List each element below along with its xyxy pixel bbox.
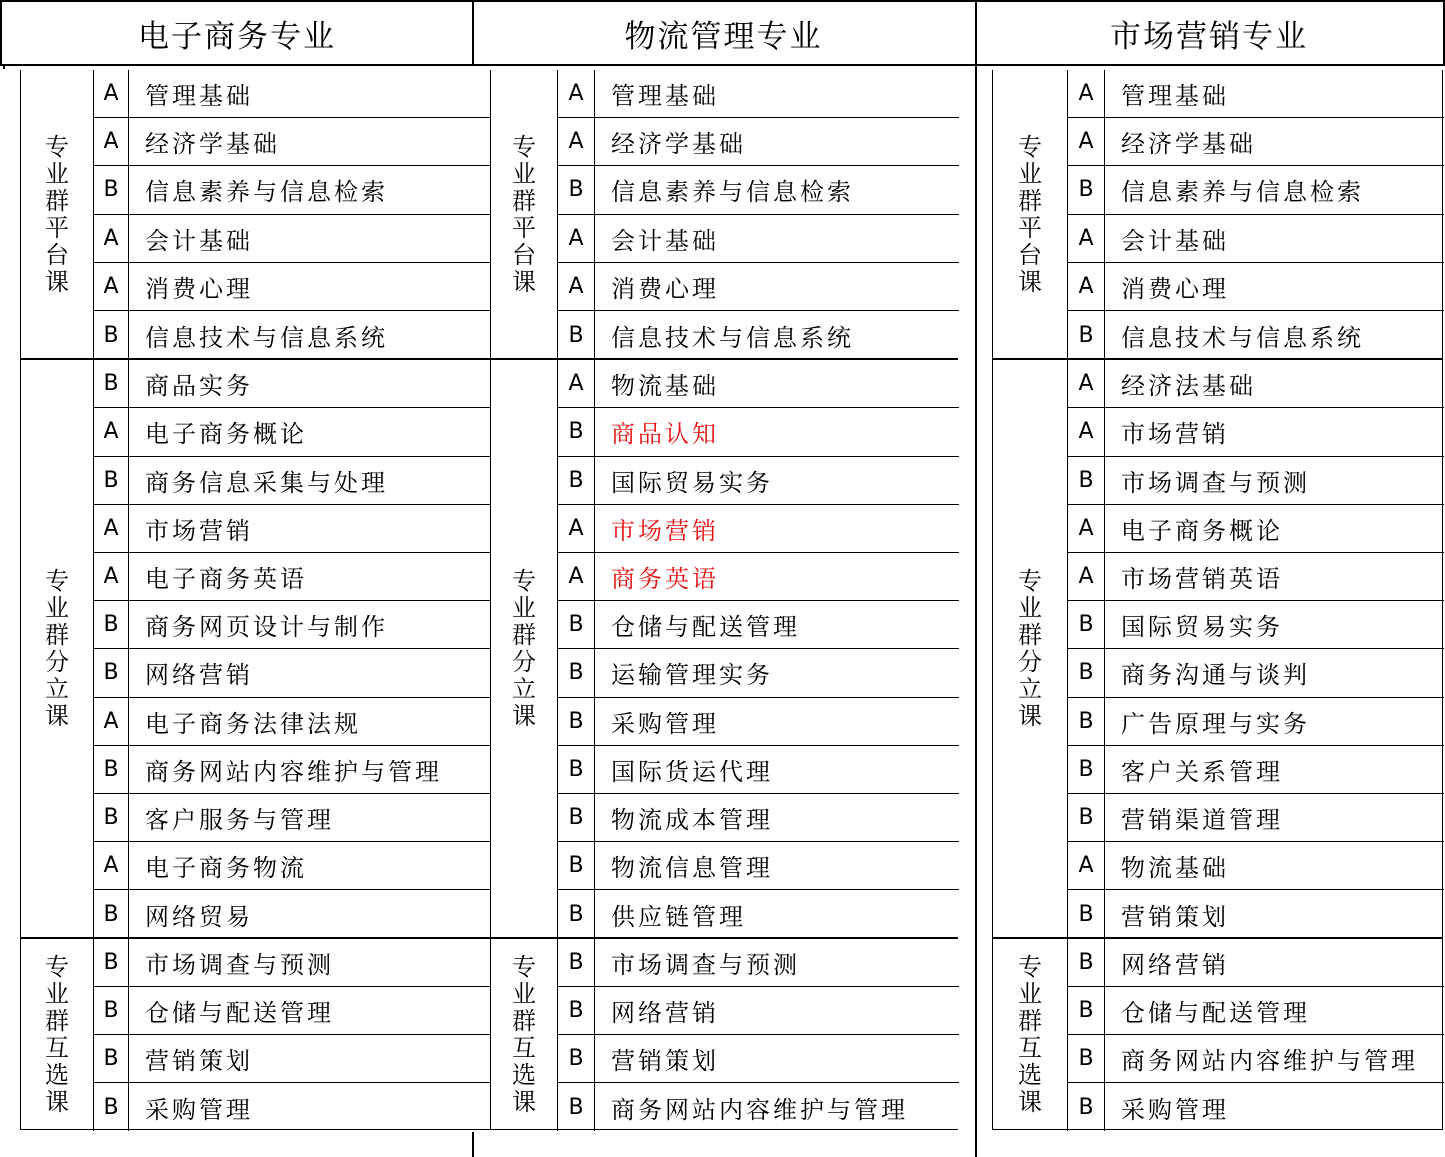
course-row bbox=[93, 794, 491, 842]
course-row bbox=[93, 698, 491, 746]
course-row bbox=[557, 649, 959, 697]
course-row bbox=[93, 408, 491, 456]
course-row bbox=[93, 360, 491, 408]
course-name: 广告原理与实务 bbox=[1121, 709, 1310, 738]
course-row bbox=[93, 649, 491, 697]
course-level: B bbox=[557, 311, 595, 359]
course-name: 管理基础 bbox=[1121, 82, 1229, 111]
course-level: A bbox=[93, 553, 129, 600]
course-level: B bbox=[557, 166, 595, 213]
course-level: B bbox=[557, 698, 595, 745]
course-name: 物流成本管理 bbox=[611, 806, 773, 835]
course-level: A bbox=[557, 215, 595, 262]
course-level: B bbox=[93, 987, 129, 1034]
course-level: A bbox=[1067, 360, 1105, 407]
course-level: A bbox=[93, 215, 129, 262]
course-name: 会计基础 bbox=[611, 226, 719, 255]
course-row bbox=[93, 457, 491, 505]
course-level: B bbox=[557, 890, 595, 938]
course-row bbox=[557, 553, 959, 601]
course-row bbox=[1067, 987, 1444, 1035]
course-level: A bbox=[557, 263, 595, 310]
course-row bbox=[1067, 408, 1444, 456]
course-name: 信息技术与信息系统 bbox=[611, 323, 854, 352]
course-level: B bbox=[93, 939, 129, 986]
course-level: A bbox=[1067, 263, 1105, 310]
course-row bbox=[1067, 215, 1444, 263]
course-row bbox=[557, 890, 959, 938]
course-name: 营销策划 bbox=[1121, 902, 1229, 931]
frame-line bbox=[975, 66, 977, 1157]
course-name: 商务网站内容维护与管理 bbox=[145, 757, 442, 786]
course-row bbox=[557, 842, 959, 890]
course-level: B bbox=[1067, 457, 1105, 504]
course-name: 商务沟通与谈判 bbox=[1121, 661, 1310, 690]
course-name: 仓储与配送管理 bbox=[145, 998, 334, 1027]
major-header-ecommerce: 电子商务专业 bbox=[0, 0, 474, 66]
course-row bbox=[557, 794, 959, 842]
course-name: 网络营销 bbox=[1121, 950, 1229, 979]
course-name: 电子商务英语 bbox=[145, 565, 307, 594]
course-name: 会计基础 bbox=[1121, 226, 1229, 255]
course-group-logistics-2 bbox=[490, 938, 958, 1131]
course-name: 商务网站内容维护与管理 bbox=[1121, 1047, 1418, 1076]
course-name: 采购管理 bbox=[611, 709, 719, 738]
group-label: 专 业 群 互 选 课 bbox=[45, 952, 69, 1116]
course-level: B bbox=[557, 939, 595, 986]
course-level: B bbox=[1067, 311, 1105, 359]
course-name: 信息技术与信息系统 bbox=[145, 323, 388, 352]
course-name: 市场营销英语 bbox=[1121, 565, 1283, 594]
course-row bbox=[93, 601, 491, 649]
course-group-logistics-0 bbox=[490, 70, 958, 359]
course-level: B bbox=[557, 842, 595, 889]
group-label: 专 业 群 互 选 课 bbox=[1018, 952, 1042, 1116]
course-level: B bbox=[1067, 794, 1105, 841]
course-name: 营销策划 bbox=[611, 1047, 719, 1076]
course-row bbox=[557, 746, 959, 794]
course-row bbox=[557, 408, 959, 456]
course-name: 采购管理 bbox=[1121, 1095, 1229, 1124]
course-name: 客户服务与管理 bbox=[145, 806, 334, 835]
course-row bbox=[93, 263, 491, 311]
course-level: B bbox=[557, 794, 595, 841]
course-name: 经济学基础 bbox=[611, 130, 746, 159]
course-row bbox=[557, 505, 959, 553]
course-row bbox=[557, 457, 959, 505]
course-level: A bbox=[93, 118, 129, 165]
course-row bbox=[1067, 794, 1444, 842]
course-name: 经济法基础 bbox=[1121, 372, 1256, 401]
course-row bbox=[93, 118, 491, 166]
course-level: B bbox=[557, 746, 595, 793]
course-level: B bbox=[1067, 746, 1105, 793]
course-row bbox=[1067, 746, 1444, 794]
course-level: A bbox=[1067, 505, 1105, 552]
course-name: 国际贸易实务 bbox=[611, 468, 773, 497]
course-name: 信息素养与信息检索 bbox=[145, 178, 388, 207]
course-level: B bbox=[93, 794, 129, 841]
course-group-logistics-1 bbox=[490, 359, 958, 937]
course-row bbox=[93, 553, 491, 601]
course-name: 管理基础 bbox=[145, 82, 253, 111]
course-row bbox=[1067, 842, 1444, 890]
course-name: 消费心理 bbox=[145, 274, 253, 303]
course-level: B bbox=[557, 601, 595, 648]
course-name: 商务英语 bbox=[611, 565, 719, 594]
group-label: 专 业 群 平 台 课 bbox=[45, 132, 69, 296]
course-name: 市场营销 bbox=[145, 516, 253, 545]
course-level: B bbox=[1067, 601, 1105, 648]
course-row bbox=[1067, 698, 1444, 746]
course-row bbox=[1067, 1083, 1444, 1131]
course-row bbox=[1067, 553, 1444, 601]
major-header-logistics: 物流管理专业 bbox=[472, 0, 977, 66]
course-level: B bbox=[1067, 1083, 1105, 1131]
course-row bbox=[93, 939, 491, 987]
course-level: B bbox=[93, 166, 129, 213]
course-level: A bbox=[557, 505, 595, 552]
course-level: B bbox=[93, 360, 129, 407]
course-level: B bbox=[1067, 987, 1105, 1034]
course-row bbox=[1067, 1035, 1444, 1083]
course-row bbox=[93, 890, 491, 938]
course-name: 运输管理实务 bbox=[611, 661, 773, 690]
course-level: A bbox=[93, 698, 129, 745]
course-name: 会计基础 bbox=[145, 226, 253, 255]
course-row bbox=[93, 215, 491, 263]
course-name: 物流基础 bbox=[1121, 854, 1229, 883]
course-level: A bbox=[1067, 553, 1105, 600]
course-row bbox=[1067, 311, 1444, 359]
course-level: B bbox=[557, 987, 595, 1034]
group-label: 专 业 群 平 台 课 bbox=[512, 132, 536, 296]
course-level: B bbox=[557, 649, 595, 696]
course-row bbox=[93, 166, 491, 214]
course-name: 市场调查与预测 bbox=[611, 950, 800, 979]
course-name: 国际贸易实务 bbox=[1121, 613, 1283, 642]
course-row bbox=[1067, 70, 1444, 118]
course-row bbox=[557, 1035, 959, 1083]
course-level: B bbox=[93, 890, 129, 938]
frame-line bbox=[3, 66, 5, 69]
course-row bbox=[93, 746, 491, 794]
course-level: B bbox=[93, 311, 129, 359]
course-row bbox=[557, 263, 959, 311]
course-level: A bbox=[1067, 408, 1105, 455]
group-label: 专 业 群 分 立 课 bbox=[1018, 567, 1042, 731]
course-name: 物流基础 bbox=[611, 372, 719, 401]
course-row bbox=[93, 1035, 491, 1083]
course-level: A bbox=[1067, 70, 1105, 117]
course-row bbox=[93, 987, 491, 1035]
course-level: B bbox=[1067, 939, 1105, 986]
course-row bbox=[93, 70, 491, 118]
course-row bbox=[93, 842, 491, 890]
group-label: 专 业 群 平 台 课 bbox=[1018, 132, 1042, 296]
course-name: 商品实务 bbox=[145, 372, 253, 401]
group-label: 专 业 群 分 立 课 bbox=[512, 567, 536, 731]
course-level: A bbox=[557, 553, 595, 600]
course-level: A bbox=[93, 408, 129, 455]
major-header-marketing: 市场营销专业 bbox=[975, 0, 1445, 66]
course-name: 经济学基础 bbox=[145, 130, 280, 159]
course-name: 商务网站内容维护与管理 bbox=[611, 1095, 908, 1124]
course-level: A bbox=[557, 70, 595, 117]
course-name: 市场调查与预测 bbox=[1121, 468, 1310, 497]
course-name: 市场营销 bbox=[611, 516, 719, 545]
course-name: 网络贸易 bbox=[145, 902, 253, 931]
course-level: B bbox=[1067, 698, 1105, 745]
course-level: B bbox=[93, 1035, 129, 1082]
group-label: 专 业 群 分 立 课 bbox=[45, 567, 69, 731]
course-name: 商务信息采集与处理 bbox=[145, 468, 388, 497]
course-row bbox=[1067, 457, 1444, 505]
course-row bbox=[557, 70, 959, 118]
course-row bbox=[557, 360, 959, 408]
course-name: 仓储与配送管理 bbox=[1121, 998, 1310, 1027]
course-name: 客户关系管理 bbox=[1121, 757, 1283, 786]
group-label: 专 业 群 互 选 课 bbox=[512, 952, 536, 1116]
course-name: 市场营销 bbox=[1121, 420, 1229, 449]
course-row bbox=[557, 118, 959, 166]
course-level: A bbox=[93, 842, 129, 889]
course-level: B bbox=[93, 746, 129, 793]
course-row bbox=[1067, 649, 1444, 697]
course-row bbox=[1067, 890, 1444, 938]
course-name: 物流信息管理 bbox=[611, 854, 773, 883]
course-level: A bbox=[1067, 842, 1105, 889]
course-level: A bbox=[93, 263, 129, 310]
course-level: A bbox=[1067, 118, 1105, 165]
course-level: B bbox=[1067, 649, 1105, 696]
course-row bbox=[93, 311, 491, 359]
course-level: B bbox=[1067, 890, 1105, 938]
course-row bbox=[557, 166, 959, 214]
course-level: B bbox=[557, 1035, 595, 1082]
course-name: 电子商务物流 bbox=[145, 854, 307, 883]
course-row bbox=[1067, 360, 1444, 408]
course-level: B bbox=[1067, 166, 1105, 213]
course-name: 经济学基础 bbox=[1121, 130, 1256, 159]
course-name: 电子商务概论 bbox=[1121, 516, 1283, 545]
course-name: 采购管理 bbox=[145, 1095, 253, 1124]
course-name: 供应链管理 bbox=[611, 902, 746, 931]
course-level: A bbox=[557, 118, 595, 165]
course-row bbox=[557, 311, 959, 359]
course-row bbox=[1067, 601, 1444, 649]
course-name: 商品认知 bbox=[611, 420, 719, 449]
course-name: 营销策划 bbox=[145, 1047, 253, 1076]
course-level: A bbox=[557, 360, 595, 407]
course-name: 仓储与配送管理 bbox=[611, 613, 800, 642]
frame-line bbox=[472, 1132, 474, 1157]
course-name: 消费心理 bbox=[1121, 274, 1229, 303]
course-group-ecommerce-1 bbox=[20, 359, 490, 937]
course-level: A bbox=[93, 70, 129, 117]
course-group-ecommerce-2 bbox=[20, 938, 490, 1131]
course-name: 管理基础 bbox=[611, 82, 719, 111]
course-row bbox=[557, 987, 959, 1035]
course-row bbox=[93, 1083, 491, 1131]
course-level: B bbox=[1067, 1035, 1105, 1082]
course-row bbox=[557, 939, 959, 987]
course-level: B bbox=[93, 601, 129, 648]
course-row bbox=[557, 601, 959, 649]
course-group-ecommerce-0 bbox=[20, 70, 490, 359]
course-row bbox=[1067, 118, 1444, 166]
course-level: A bbox=[93, 505, 129, 552]
course-level: A bbox=[1067, 215, 1105, 262]
course-name: 信息技术与信息系统 bbox=[1121, 323, 1364, 352]
course-name: 网络营销 bbox=[611, 998, 719, 1027]
course-name: 营销渠道管理 bbox=[1121, 806, 1283, 835]
course-level: B bbox=[93, 457, 129, 504]
course-row bbox=[93, 505, 491, 553]
course-row bbox=[1067, 166, 1444, 214]
course-name: 国际货运代理 bbox=[611, 757, 773, 786]
course-level: B bbox=[557, 457, 595, 504]
course-level: B bbox=[93, 649, 129, 696]
course-group-marketing-1 bbox=[992, 359, 1443, 937]
course-name: 商务网页设计与制作 bbox=[145, 613, 388, 642]
course-name: 电子商务概论 bbox=[145, 420, 307, 449]
course-row bbox=[1067, 505, 1444, 553]
course-name: 信息素养与信息检索 bbox=[1121, 178, 1364, 207]
course-name: 网络营销 bbox=[145, 661, 253, 690]
course-row bbox=[557, 698, 959, 746]
course-row bbox=[1067, 263, 1444, 311]
course-row bbox=[557, 1083, 959, 1131]
course-group-marketing-0 bbox=[992, 70, 1443, 359]
course-level: B bbox=[557, 408, 595, 455]
course-row bbox=[1067, 939, 1444, 987]
course-name: 市场调查与预测 bbox=[145, 950, 334, 979]
course-group-marketing-2 bbox=[992, 938, 1443, 1131]
course-level: B bbox=[557, 1083, 595, 1131]
course-level: B bbox=[93, 1083, 129, 1131]
course-name: 信息素养与信息检索 bbox=[611, 178, 854, 207]
course-row bbox=[557, 215, 959, 263]
course-name: 电子商务法律法规 bbox=[145, 709, 361, 738]
course-name: 消费心理 bbox=[611, 274, 719, 303]
